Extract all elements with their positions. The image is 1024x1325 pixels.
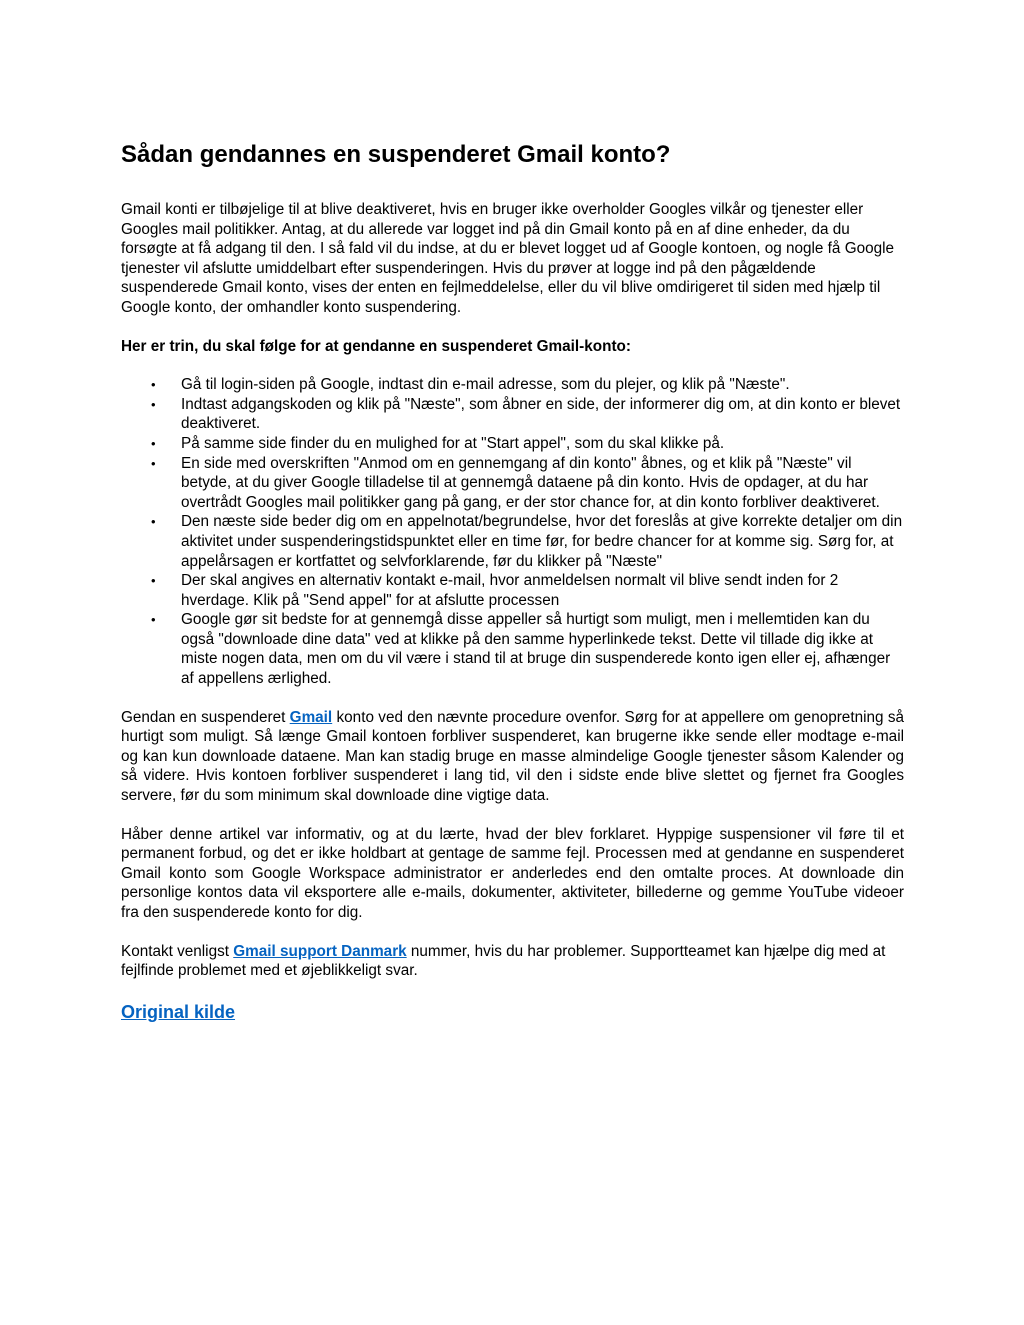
list-item [121,571,904,610]
list-item [121,610,904,688]
original-source-link[interactable]: Original kilde [121,1001,236,1022]
list-item-text: Den næste side beder dig om en appelnotat/begrundelse, hvor det foreslås at give korrekte detaljer om din aktivitet under suspenderingstidspunktet eller en time før, for bedre chancer for at komme sig. Sørg for, at appelårsagen er kortfattet og selvforklarende, før du klikker på "Næste" [181,513,903,570]
bullet-icon: • [151,396,156,412]
bullet-icon: • [151,573,156,589]
document-page [121,140,904,1023]
recovery-text-before: Gendan en suspenderet [121,708,290,726]
recovery-paragraph [121,708,904,806]
gmail-support-link[interactable]: Gmail support Danmark [233,942,407,960]
closing-paragraph: Håber denne artikel var informativ, og at du lærte, hvad der blev forklaret. Hyppige suspensioner vil føre til et permanent forbud, og det er ikke holdbart at gentage de samme fejl. Processen med at gendanne en suspenderet Gmail konto som Google Workspace administrator er anderledes end den omtalte proces. At downloade din personlige kontos data vil eksportere alle e-mails, dokumenter, aktiviteter, billederne og gemme YouTube videoer fra den suspenderede konto for dig. [121,825,904,921]
list-item-text: Der skal angives en alternativ kontakt e-mail, hvor anmeldelsen normalt vil blive sendt inden for 2 hverdage. Klik på "Send appel" for at afslutte processen [181,572,839,609]
page-title: Sådan gendannes en suspenderet Gmail konto? [121,141,671,168]
contact-text-after: nummer, hvis du har problemer. Supportteamet kan hjælpe dig med at fejlfinde problemet med et øjeblikkeligt svar. [121,942,886,980]
list-item [121,434,904,454]
list-item-text: På samme side finder du en mulighed for at "Start appel", som du skal klikke på. [181,434,725,452]
steps-heading: Her er trin, du skal følge for at gendanne en suspenderet Gmail-konto: [121,337,631,355]
list-item [121,512,904,571]
contact-text-before: Kontakt venligst [121,942,234,960]
list-item [121,454,904,513]
list-item [121,375,904,395]
steps-list [121,375,904,689]
list-item [121,395,904,434]
recovery-text-after: konto ved den nævnte procedure ovenfor. Sørg for at appellere om genopretning så hurtigt som muligt. Så længe Gmail kontoen forbliver suspenderet, kan brugerne ikke sende eller modtage e-mail og kan kun downloade dataene. Man kan stadig bruge en masse almindelige Google tjenester såsom Kalender og så videre. Hvis kontoen forbliver suspenderet i lang tid, vil den i sidste ende blive slettet og fjernet fra Googles servere, før du som minimum skal downloade dine vigtige data. [121,708,904,805]
bullet-icon: • [151,612,156,628]
bullet-icon: • [151,377,156,393]
list-item-text: Google gør sit bedste for at gennemgå disse appeller så hurtigt som muligt, men i mellemtiden kan du også "downloade dine data" ved at klikke på den samme hyperlinkede tekst. Dette vil tillade dig ikke at miste nogen data, men om du vil være i stand til at bruge din suspenderede konto igen eller ej, afhænger af appellens ærlighed. [181,611,891,688]
list-item-text: En side med overskriften "Anmod om en gennemgang af din konto" åbnes, og et klik på "Næste" vil betyde, at du giver Google tilladelse til at gennemgå dataene på din konto. Hvis de opdager, at du har overtrådt Googles mail politikker gang på gang, er der stor chance for, at din konto forbliver deaktiveret. [181,454,880,511]
contact-paragraph [121,942,904,981]
list-item-text: Gå til login-siden på Google, indtast din e-mail adresse, som du plejer, og klik på "Næste". [181,376,790,394]
intro-paragraph: Gmail konti er tilbøjelige til at blive deaktiveret, hvis en bruger ikke overholder Googles vilkår og tjenester eller Googles mail politikker. Antag, at du allerede var logget ind på din Gmail konto på en af dine enheder, da du forsøgte at få adgang til den. I så fald vil du indse, at du er blevet logget ud af Google kontoen, og nogle få Google tjenester vil afslutte umiddelbart efter suspenderingen. Hvis du prøver at logge ind på den pågældende suspenderede Gmail konto, vises der enten en fejlmeddelelse, eller du vil blive omdirigeret til siden med hjælp til Google konto, der omhandler konto suspendering. [121,201,895,316]
bullet-icon: • [151,455,156,471]
gmail-link[interactable]: Gmail [289,708,333,726]
bullet-icon: • [151,435,156,451]
bullet-icon: • [151,514,156,530]
list-item-text: Indtast adgangskoden og klik på "Næste", som åbner en side, der informerer dig om, at din konto er blevet deaktiveret. [181,395,901,433]
